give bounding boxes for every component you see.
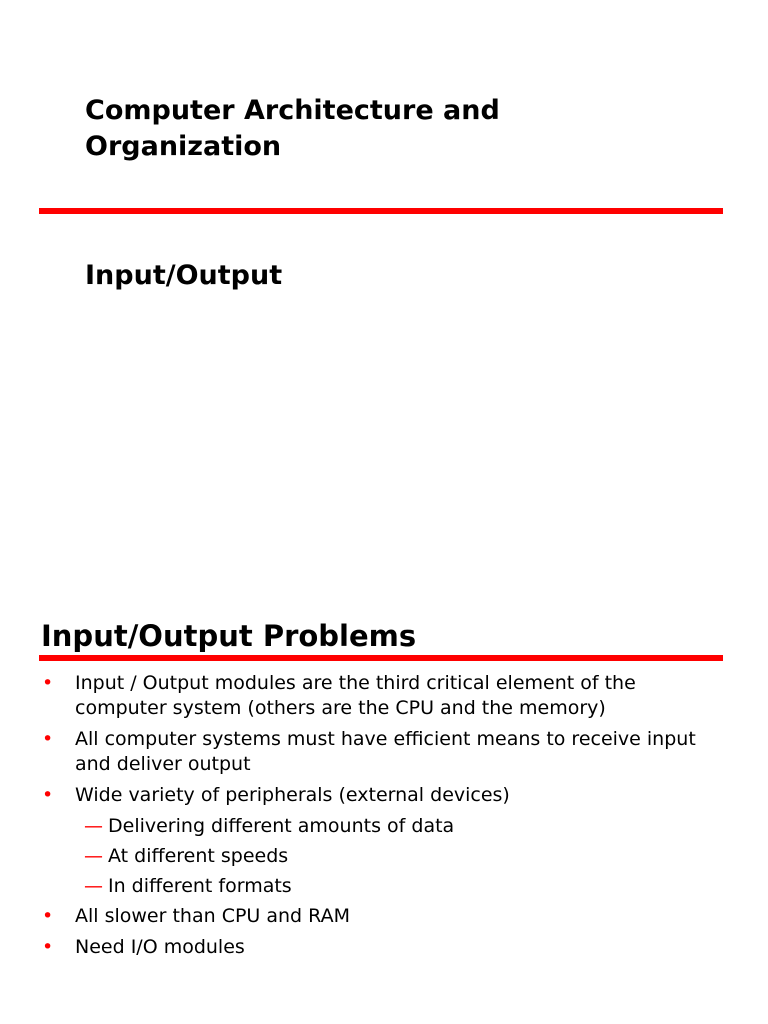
section-divider [39, 655, 723, 661]
slide1-title: Computer Architecture and Organization [85, 95, 500, 162]
bullet-text: Need I/O modules [75, 936, 245, 958]
list-item [0, 904, 768, 929]
sub-list-item [0, 814, 768, 839]
bullet-text: All computer systems must have efficient means to receive input and deliver output [75, 728, 696, 775]
bullet-text: All slower than CPU and RAM [75, 905, 350, 927]
dash-icon: — [84, 845, 103, 867]
list-item [0, 727, 768, 777]
sub-bullet-text: Delivering different amounts of data [108, 815, 455, 837]
slide1-subtitle: Input/Output [85, 260, 283, 291]
dash-icon: — [84, 875, 103, 897]
list-item [0, 935, 768, 960]
bullet-list [0, 671, 768, 966]
title-divider [39, 208, 723, 214]
bullet-icon: • [42, 784, 54, 806]
list-item [0, 783, 768, 808]
bullet-icon: • [42, 936, 54, 958]
sub-bullet-text: At different speeds [108, 845, 289, 867]
bullet-icon: • [42, 728, 54, 750]
sub-list-item [0, 844, 768, 869]
sub-bullet-text: In different formats [108, 875, 292, 897]
bullet-text: Input / Output modules are the third critical element of the computer system (others are the CPU and the memory) [75, 672, 636, 719]
bullet-text: Wide variety of peripherals (external devices) [75, 784, 510, 806]
sub-list-item [0, 874, 768, 899]
bullet-icon: • [42, 672, 54, 694]
bullet-icon: • [42, 905, 54, 927]
dash-icon: — [84, 815, 103, 837]
slide2-title: Input/Output Problems [41, 619, 417, 653]
list-item [0, 671, 768, 721]
